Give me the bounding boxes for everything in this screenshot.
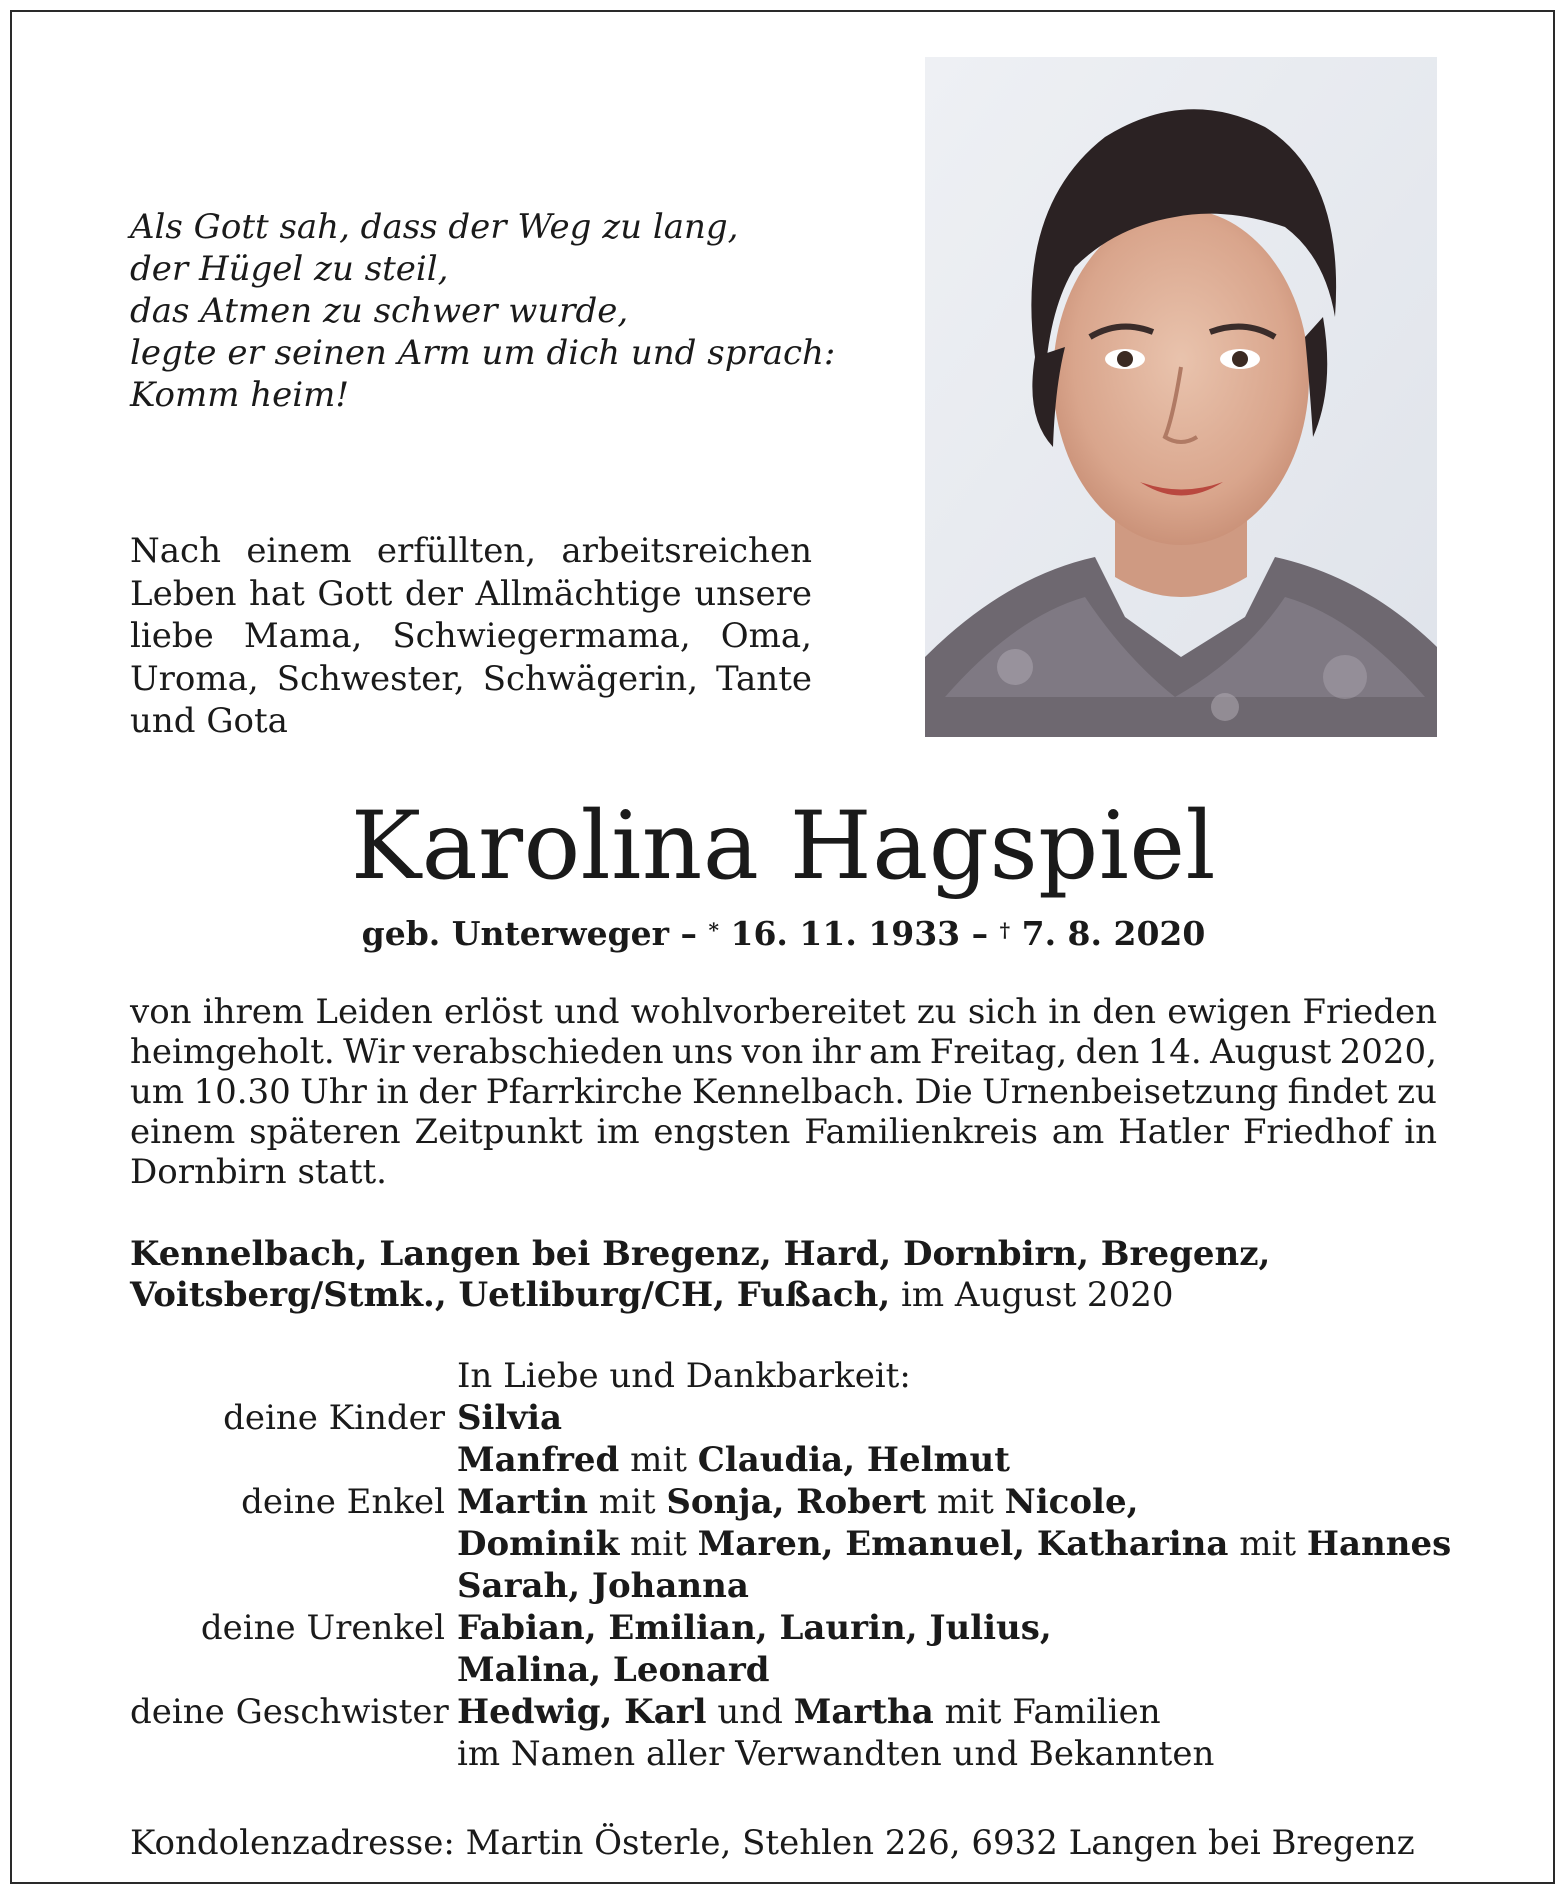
birth-name: geb. Unterweger xyxy=(361,914,670,953)
condolence-address-value: Martin Österle, Stehlen 226, 6932 Langen bei Bregenz xyxy=(454,1823,1415,1863)
death-date: 7. 8. 2020 xyxy=(1021,914,1206,953)
funeral-announcement-text xyxy=(130,992,1437,1192)
deceased-name: Karolina Hagspiel xyxy=(350,792,1217,901)
signoff-heading-row xyxy=(130,1355,1470,1397)
intro-line: Nach einem erfüllten, arbeitsreichen xyxy=(130,531,812,571)
poem-line: Komm heim! xyxy=(130,375,350,415)
intro-paragraph xyxy=(130,530,812,743)
children-label: deine Kinder xyxy=(223,1398,445,1438)
body-line: heimgeholt. Wir verabschieden uns von ihr am Freitag, den 14. August 2020, xyxy=(130,1032,1437,1072)
grandchildren-row: Sarah, Johanna xyxy=(457,1566,749,1606)
body-line: Dornbirn statt. xyxy=(130,1152,387,1192)
grandchildren-row: Dominik mit Maren, Emanuel, Katharina mit Hannes xyxy=(457,1524,1452,1564)
date-separator: – xyxy=(960,914,1000,953)
poem-line: der Hügel zu steil, xyxy=(130,249,449,289)
condolence-address xyxy=(130,1822,1415,1864)
places-date: im August 2020 xyxy=(890,1275,1174,1315)
intro-line: Leben hat Gott der Allmächtige unsere xyxy=(130,573,812,614)
closing-row xyxy=(130,1733,1470,1775)
condolence-label: Kondolenzadresse: xyxy=(130,1823,455,1863)
poem xyxy=(130,206,836,416)
mourners-list xyxy=(130,1355,1470,1775)
intro-line: Uroma, Schwester, Schwägerin, Tante xyxy=(130,658,812,699)
poem-line: legte er seinen Arm um dich und sprach: xyxy=(130,333,836,373)
portrait-illustration xyxy=(925,57,1437,737)
siblings-row: deine Geschwister Hedwig, Karl und Martha mit Familien xyxy=(130,1692,1161,1732)
body-line: von ihrem Leiden erlöst und wohlvorbereitet zu sich in den ewigen Frieden xyxy=(130,992,1437,1032)
intro-line: und Gota xyxy=(130,701,288,741)
great-grandchildren-row: Malina, Leonard xyxy=(457,1650,770,1690)
children-row xyxy=(130,1397,1470,1439)
date-separator: – xyxy=(669,914,709,953)
intro-line: liebe Mama, Schwiegermama, Oma, xyxy=(130,616,812,656)
death-symbol: † xyxy=(999,918,1011,942)
life-dates xyxy=(0,912,1567,956)
closing-line: im Namen aller Verwandten und Bekannten xyxy=(457,1734,1215,1774)
siblings-label: deine Geschwister xyxy=(130,1692,449,1732)
poem-line: Als Gott sah, dass der Weg zu lang, xyxy=(130,207,739,247)
places-and-date xyxy=(130,1234,1450,1316)
great-grandchildren-row: deine Urenkel Fabian, Emilian, Laurin, Julius, xyxy=(130,1607,1470,1649)
great-grandchildren-label: deine Urenkel xyxy=(200,1608,445,1648)
children-names: Silvia xyxy=(457,1398,563,1438)
birth-date: 16. 11. 1933 xyxy=(730,914,961,953)
grandchildren-label: deine Enkel xyxy=(241,1482,445,1522)
places-line: Kennelbach, Langen bei Bregenz, Hard, Dornbirn, Bregenz, xyxy=(130,1234,1271,1274)
places-bold: Voitsberg/Stmk., Uetliburg/CH, Fußach, xyxy=(130,1275,891,1315)
portrait-photo xyxy=(925,57,1437,737)
poem-line: das Atmen zu schwer wurde, xyxy=(130,291,629,331)
body-line: einem späteren Zeitpunkt im engsten Familienkreis am Hatler Friedhof in xyxy=(130,1112,1437,1152)
children-row: Manfred mit Claudia, Helmut xyxy=(457,1440,1010,1480)
places-line xyxy=(130,1275,1450,1316)
grandchildren-row: deine Enkel Martin mit Sonja, Robert mit Nicole, xyxy=(130,1481,1470,1523)
signoff-heading: In Liebe und Dankbarkeit: xyxy=(457,1356,911,1396)
body-line: um 10.30 Uhr in der Pfarrkirche Kennelbach. Die Urnenbeisetzung findet zu xyxy=(130,1072,1437,1112)
birth-symbol: * xyxy=(708,918,719,942)
